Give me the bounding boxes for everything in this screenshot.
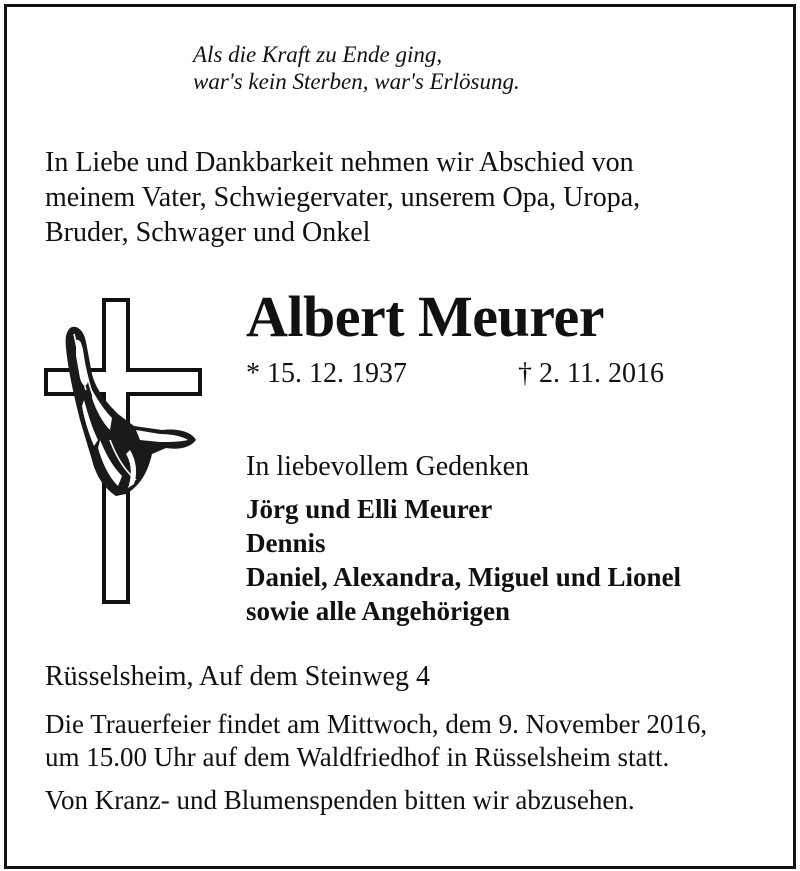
death-date: † 2. 11. 2016 bbox=[518, 358, 664, 389]
address: Rüsselsheim, Auf dem Steinweg 4 bbox=[45, 661, 430, 692]
verse bbox=[193, 41, 520, 95]
flower-request: Von Kranz- und Blumenspenden bitten wir abzusehen. bbox=[45, 785, 635, 815]
cross-with-praying-hands-icon bbox=[40, 290, 210, 610]
intro-text bbox=[45, 145, 640, 250]
verse-line-2: war's kein Sterben, war's Erlösung. bbox=[193, 69, 520, 94]
service-line-2: um 15.00 Uhr auf dem Waldfriedhof in Rüsselsheim statt. bbox=[45, 742, 670, 772]
intro-line-3: Bruder, Schwager und Onkel bbox=[45, 217, 371, 248]
mourner-line: sowie alle Angehörigen bbox=[246, 596, 510, 626]
verse-line-1: Als die Kraft zu Ende ging, bbox=[193, 42, 443, 67]
intro-line-2: meinem Vater, Schwiegervater, unserem Opa, Uropa, bbox=[45, 182, 641, 213]
deceased-name: Albert Meurer bbox=[246, 284, 604, 349]
service-line-1: Die Trauerfeier findet am Mittwoch, dem 9. November 2016, bbox=[45, 709, 708, 739]
mourners-list bbox=[246, 492, 681, 628]
intro-line-1: In Liebe und Dankbarkeit nehmen wir Abschied von bbox=[45, 147, 634, 178]
mourner-line: Dennis bbox=[246, 528, 326, 558]
mourner-line: Daniel, Alexandra, Miguel und Lionel bbox=[246, 562, 682, 592]
mourner-line: Jörg und Elli Meurer bbox=[246, 494, 493, 524]
birth-date: * 15. 12. 1937 bbox=[246, 358, 407, 389]
service-info bbox=[45, 708, 707, 774]
memory-label: In liebevollem Gedenken bbox=[246, 451, 530, 482]
